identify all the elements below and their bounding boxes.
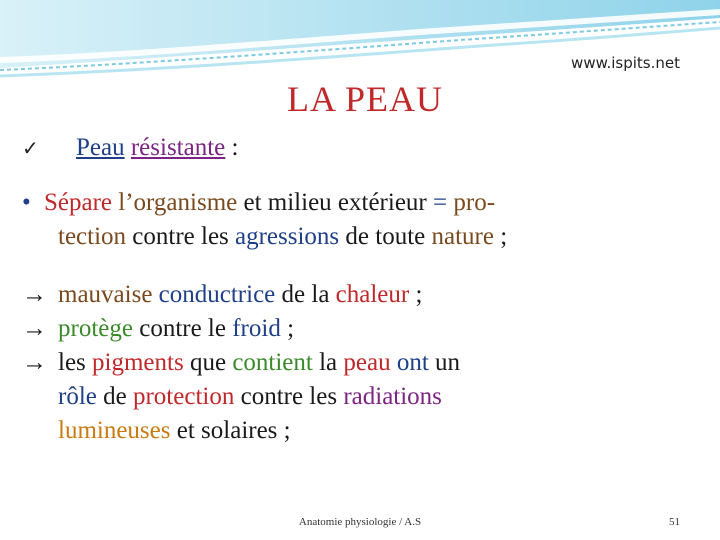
bullet-dot-icon: • [22,189,31,216]
arrow-line-1 [22,278,460,312]
footer-text: Anatomie physiologie / A.S [298,516,422,528]
arrow-line-3 [22,346,460,380]
bullet-line-1 [22,186,507,220]
text-run: = [426,189,454,216]
text-run: conductrice [152,281,276,308]
text-run: et milieu extérieur [237,189,427,216]
text-run: ont [390,349,429,376]
arrow-line-4 [22,380,460,414]
text-run: chaleur [335,281,410,308]
text-run: pigments [92,349,184,376]
arrow-line-3-text [58,349,460,376]
text-run: Sépare [44,189,113,216]
arrow-line-5 [22,414,460,448]
arrow-list [22,278,460,448]
arrow-line-2 [22,312,460,346]
text-run: la [312,349,344,376]
heading-word-resistante: résistante [130,134,226,161]
text-run: contre les [126,223,236,250]
text-run: contre les [234,383,344,410]
heading-colon: : [225,134,239,161]
text-run: de la [275,281,336,308]
text-run: pro- [453,189,496,216]
text-run: ; [409,281,423,308]
arrow-icon: → [22,281,47,308]
bullet-line-2 [22,220,507,254]
text-run: lumineuses [58,417,171,444]
text-run: de [96,383,133,410]
text-run: l’organisme [112,189,238,216]
text-run: un [428,349,461,376]
text-run: froid [232,315,281,342]
arrow-line-5-text [58,417,291,444]
text-run: les [58,349,93,376]
text-run: de toute [339,223,432,250]
arrow-line-1-text [58,281,422,308]
bullet-line-1-text [44,189,495,216]
arrow-line-4-text [58,383,442,410]
text-run: radiations [343,383,442,410]
text-run: protège [58,315,133,342]
arrow-icon: → [22,349,47,376]
heading-word-peau: Peau [76,134,125,161]
text-run: contient [232,349,313,376]
arrow-icon: → [22,315,47,342]
arrow-line-2-text [58,315,294,342]
website-url: www.ispits.net [571,54,680,72]
text-run: rôle [58,383,97,410]
section-heading [22,134,238,162]
text-run: nature [431,223,494,250]
check-mark-icon: ✓ [22,136,39,160]
page-number: 51 [669,516,680,528]
bullet-line-2-text [58,223,507,250]
text-run: tection [58,223,127,250]
text-run: mauvaise [58,281,153,308]
text-run: peau [343,349,391,376]
text-run: et solaires ; [170,417,291,444]
bullet-point [22,186,507,254]
text-run: protection [132,383,235,410]
text-run: ; [493,223,508,250]
slide-title: LA PEAU [286,79,443,119]
text-run: contre le [132,315,233,342]
text-run: ; [280,315,295,342]
text-run: que [183,349,233,376]
text-run: agressions [235,223,340,250]
